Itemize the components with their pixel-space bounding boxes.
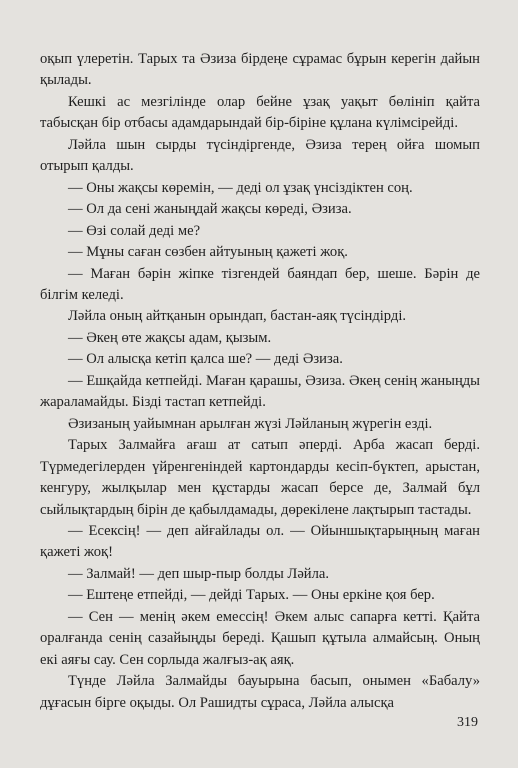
paragraph: — Ол алысқа кетіп қалса ше? — деді Әзиза. — [68, 351, 343, 368]
paragraph: — Сен — менің әкем емессің! Әкем алыс сапарға кетті. Қайта оралғанда сенің сазайыңды береді. Қашып құтыла алмайсың. Оның екі аяғы сау. Сен сорлыда жалғыз-ақ аяқ. — [40, 608, 480, 668]
paragraph: — Есексің! — деп айғайлады ол. — Ойыншықтарыңның маған қажеті жоқ! — [40, 522, 480, 561]
page-number: 319 — [457, 715, 478, 730]
paragraph: — Әкең өте жақсы адам, қызым. — [68, 329, 272, 346]
paragraph: — Ол да сені жаныңдай жақсы көреді, Әзиза. — [68, 201, 352, 218]
page-body-text — [40, 49, 480, 714]
paragraph: Ләйла шын сырды түсіндіргенде, Әзиза терең ойға шомып отырып қалды. — [40, 136, 480, 175]
paragraph: — Ештеңе етпейді, — дейді Тарых. — Оны еркіне қоя бер. — [68, 587, 435, 604]
paragraph: оқып үлеретін. Тарых та Әзиза бірдеңе сұрамас бұрын керегін дайын қылады. — [40, 51, 480, 89]
paragraph: Әзизаның уайымнан арылған жүзі Ләйланың жүрегін езді. — [68, 415, 433, 432]
paragraph: — Ешқайда кетпейді. Маған қарашы, Әзиза. Әкең сенің жаныңды жараламайды. Бізді тастап кетпейді. — [40, 372, 480, 411]
paragraph: — Залмай! — деп шыр-пыр болды Ләйла. — [68, 565, 330, 582]
paragraph: — Мұны саған сөзбен айтуының қажеті жоқ. — [68, 244, 348, 261]
paragraph: — Өзі солай деді ме? — [68, 222, 201, 239]
paragraph: Ләйла оның айтқанын орындап, бастан-аяқ түсіндірді. — [68, 308, 407, 325]
paragraph: — Оны жақсы көремін, — деді ол ұзақ үнсіздіктен соң. — [68, 179, 413, 196]
paragraph: Тарых Залмайға ағаш ат сатып әперді. Арба жасап берді. Түрмедегілерден үйренгеніндей картондарды кесіп-бүктеп, арыстан, кенгуру, жылқылар мен құстарды жасап берсе де, Залмай бұл сыйлықтардың бірін де қабылдамады, дөрекілене лақтырып тастады. — [40, 437, 480, 518]
paragraph: Түнде Ләйла Залмайды бауырына басып, онымен «Бабалу» дұғасын бірге оқыды. Ол Рашидты сұраса, Ләйла алысқа — [40, 673, 480, 711]
paragraph: — Маған бәрін жіпке тізгендей баяндап бер, шеше. Бәрін де білгім келеді. — [40, 265, 480, 303]
paragraph: Кешкі ас мезгілінде олар бейне ұзақ уақыт бөлініп қайта табысқан бір отбасы адамдарындай бір-біріне құлана күлімсірейді. — [40, 93, 480, 132]
